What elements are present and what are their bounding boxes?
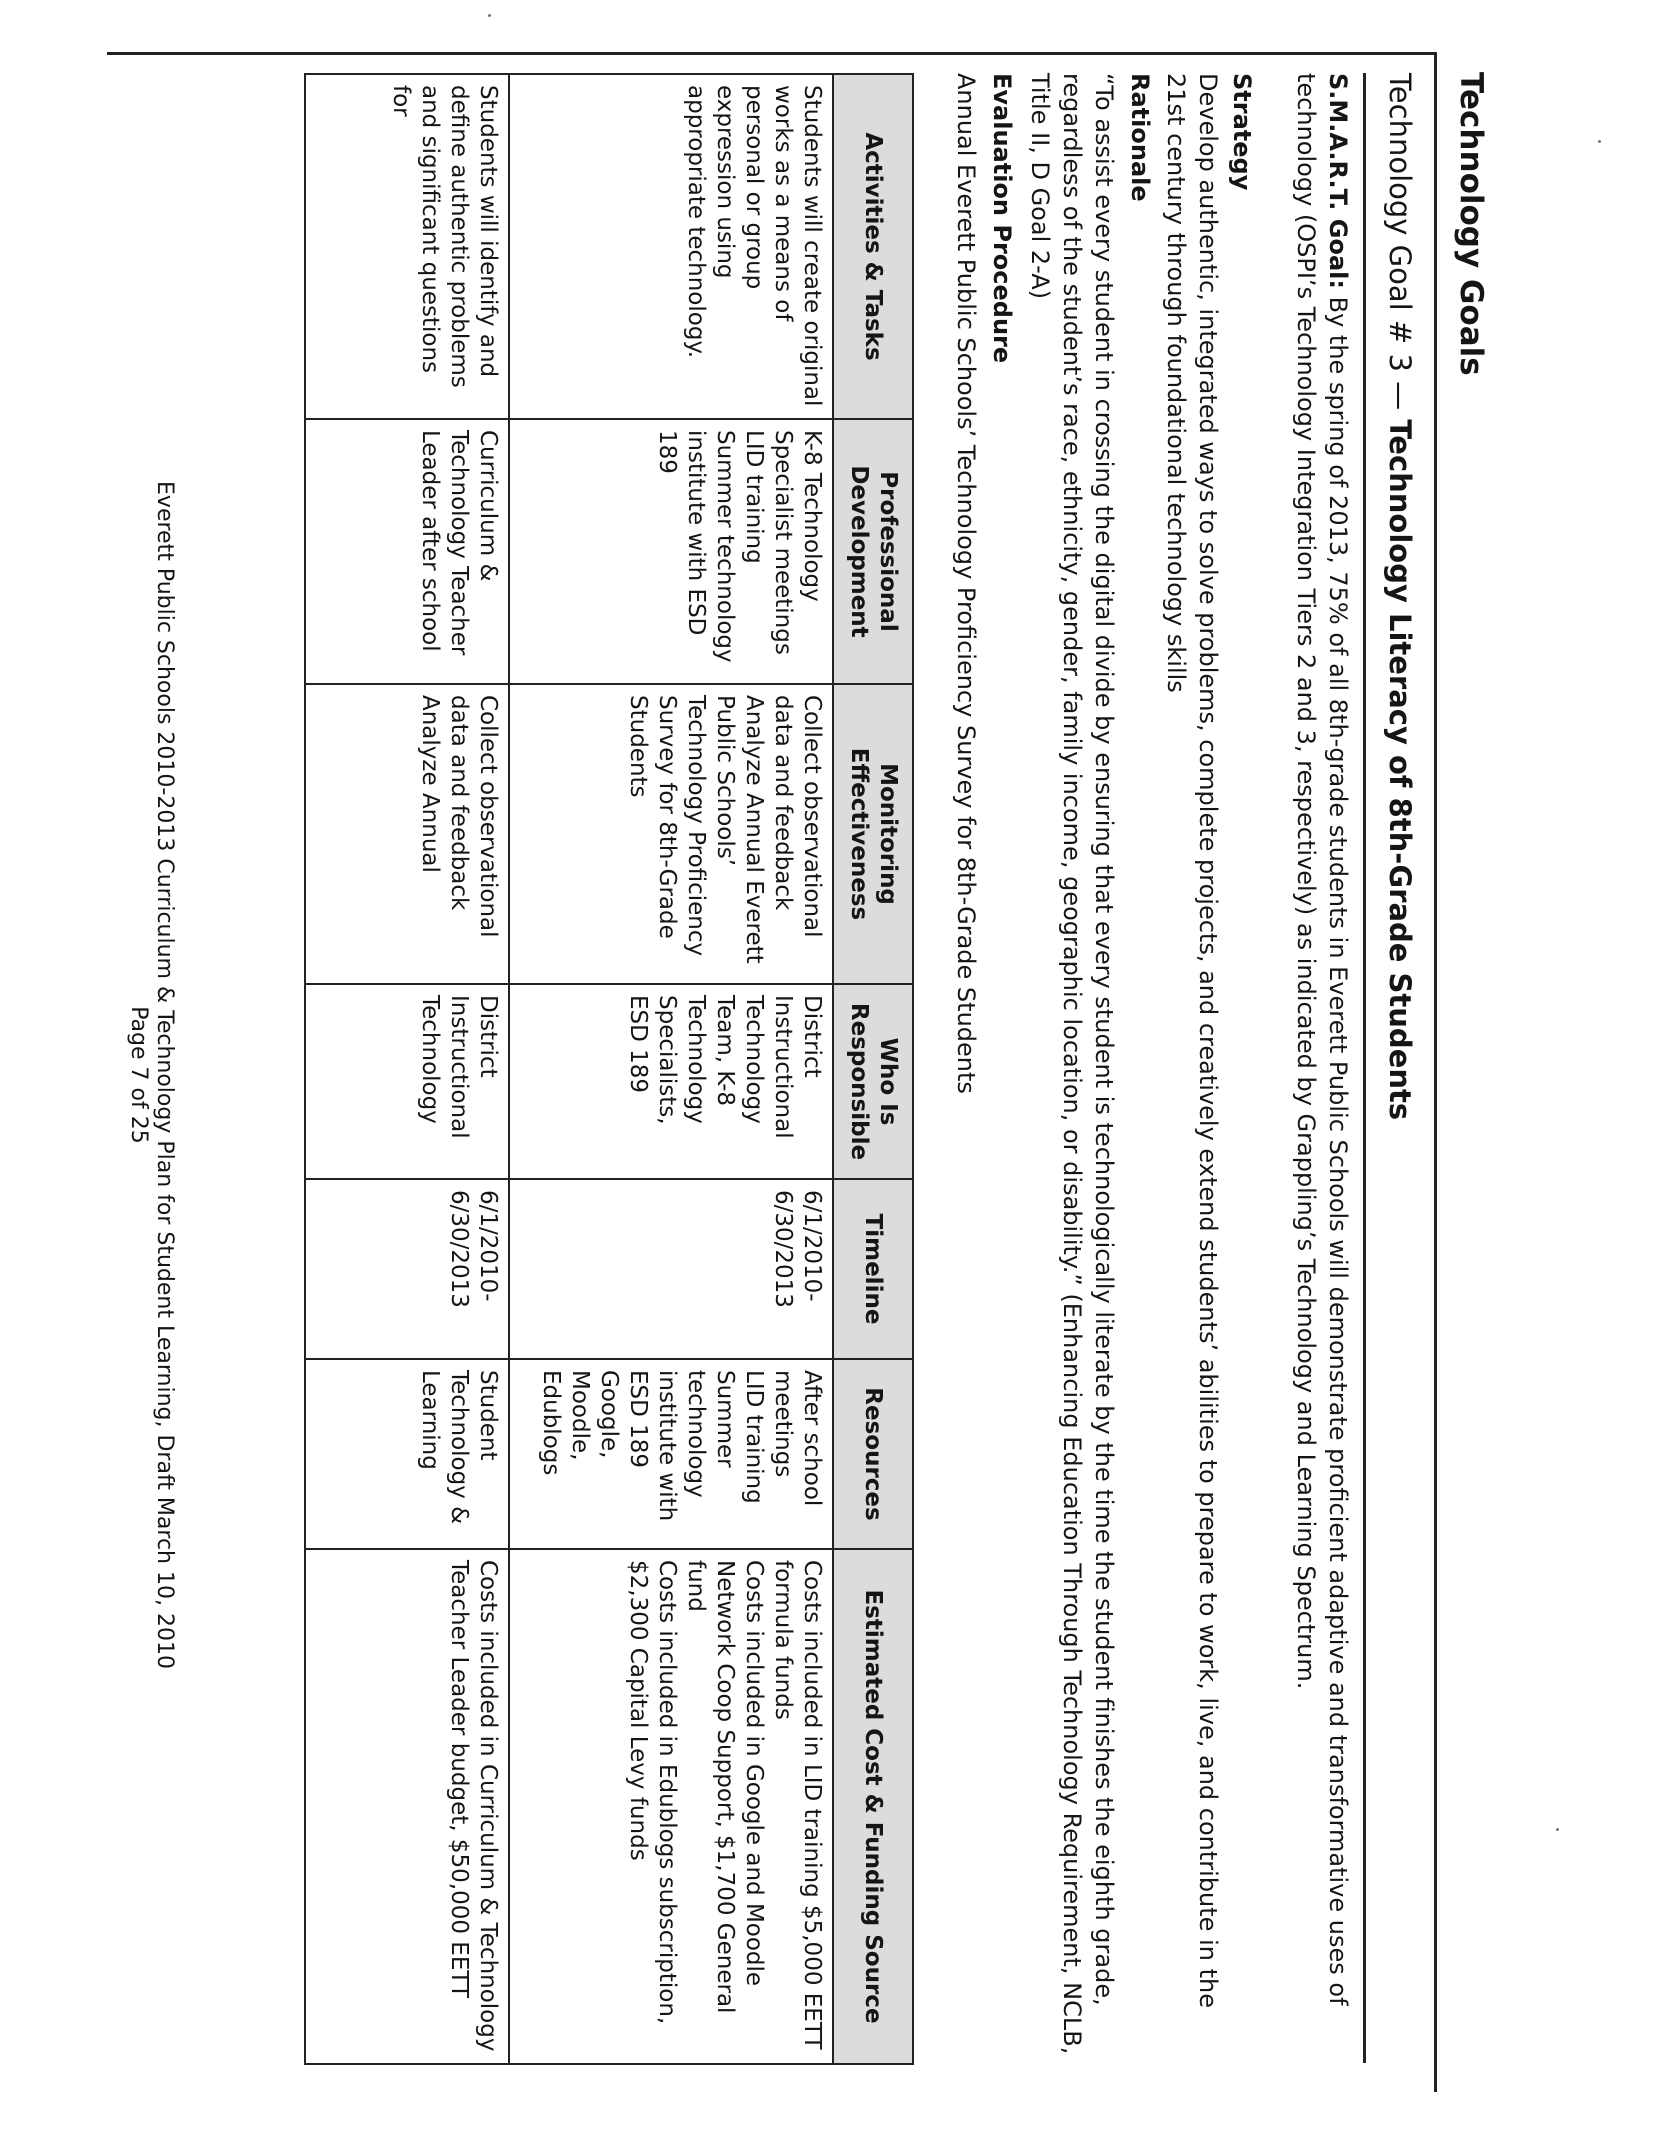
goal-box [107, 52, 1437, 2092]
header-timeline: Timeline [833, 1179, 913, 1359]
cell-line: Google, Moodle, Edublogs [538, 1370, 622, 1476]
cell-line: Collect observational data and feedback [770, 695, 825, 938]
footer-page-number: Page 7 of 25 [126, 1006, 151, 1144]
cell-resources [509, 1359, 833, 1549]
action-plan-table [304, 73, 914, 2065]
cell-line: After school meetings [770, 1370, 825, 1507]
cell-professional-development [509, 419, 833, 684]
cell-timeline [509, 1179, 833, 1359]
header-cost: Estimated Cost & Funding Source [833, 1549, 913, 2064]
scan-speck [1556, 1828, 1559, 1831]
footer-plan-title: Everett Public Schools 2010-2013 Curriculum & Technology Plan for Student Learning, Draft March 10, 2010 [152, 481, 177, 1669]
smart-goal-label: S.M.A.R.T. Goal: [1324, 73, 1352, 289]
cell-line: Collect observational data and feedback [446, 695, 501, 938]
cell-line: Student Technology & Learning [417, 1370, 501, 1525]
cell-activities [305, 74, 509, 419]
strategy-text: Develop authentic, integrated ways to solve problems, complete projects, and creatively extend students’ abilities to prepare to work, live, and contribute in the 21st century through foundational technology skills [1162, 73, 1222, 2008]
cell-line: District Instructional Technology [417, 995, 501, 1139]
cell-activities [509, 74, 833, 419]
cell-line: 6/1/2010-6/30/2013 [770, 1190, 825, 1308]
cell-resources [305, 1359, 509, 1549]
rotated-document-page [115, 50, 1495, 2100]
rationale-text: “To assist every student in crossing the digital divide by ensuring that every student is technologically literate by the time the student finishes the eighth grade, regardless of the student’s race, ethnicity, gender, family income, geographic location, or disability.” (Enhancing Education Through Technology Requirement, NCLB, Title II, D Goal 2-A) [1026, 73, 1118, 2055]
cell-line: District Instructional Technology Team, K-8 Technology Specialists, ESD 189 [625, 995, 825, 1139]
rationale-heading: Rationale [1126, 73, 1154, 202]
cell-line: Students will identify and define authentic problems and significant questions for [388, 85, 501, 388]
cell-line: Costs included in LID training $5,000 EETT formula funds [770, 1560, 825, 2050]
cell-cost [509, 1549, 833, 2064]
cell-professional-development [305, 419, 509, 684]
header-monitoring: Monitoring Effectiveness [833, 684, 913, 984]
evaluation-heading: Evaluation Procedure [988, 73, 1016, 364]
scan-speck [488, 14, 491, 17]
table-header-row [833, 74, 913, 2064]
cell-line: Summer technology institute with ESD 189 [625, 1370, 738, 1522]
page-footer [125, 50, 177, 2100]
scan-speck [1598, 140, 1601, 143]
table-body [305, 74, 833, 2064]
evaluation-text: Annual Everett Public Schools’ Technology Proficiency Survey for 8th-Grade Students [952, 73, 980, 1094]
cell-line: 6/1/2010-6/30/2013 [446, 1190, 501, 1308]
cell-line: Students will create original works as a means of personal or group expression using appropriate technology. [683, 85, 825, 407]
cell-line: Costs included in Curriculum & Technology Teacher Leader budget, $50,000 EETT [446, 1560, 501, 2052]
cell-line: Curriculum & Technology Teacher Leader after school [417, 430, 501, 656]
header-professional-development: Professional Development [833, 419, 913, 684]
cell-line: Analyze Annual Everett Public Schools’ Technology Proficiency Survey for 8th-Grade Students [625, 695, 767, 964]
cell-cost [305, 1549, 509, 2064]
document-title: Technology Goals [1453, 72, 1489, 376]
cell-responsible [509, 984, 833, 1179]
smart-goal [1290, 73, 1354, 2063]
cell-line: Summer technology institute with ESD 189 [654, 430, 738, 663]
goal-heading-title: Technology Literacy of 8th-Grade Students [1383, 419, 1417, 1121]
cell-line: K-8 Technology Specialist meetings [770, 430, 825, 655]
cell-monitoring [509, 684, 833, 984]
cell-line: Analyze Annual [417, 695, 443, 873]
header-resources: Resources [833, 1359, 913, 1549]
cell-line: Costs included in Edublogs subscription, $2,300 Capital Levy funds [625, 1560, 680, 2025]
goal-heading [1363, 73, 1430, 2063]
goal-heading-prefix: Technology Goal # 3 — [1383, 73, 1417, 420]
cell-line: Costs included in Google and Moodle Network Coop Support, $1,700 General fund [683, 1560, 767, 2014]
header-activities: Activities & Tasks [833, 74, 913, 419]
cell-timeline [305, 1179, 509, 1359]
cell-monitoring [305, 684, 509, 984]
cell-line: LID training [741, 1370, 767, 1504]
table-row [509, 74, 833, 2064]
smart-goal-text: By the spring of 2013, 75% of all 8th-grade students in Everett Public Schools will demonstrate proficient adaptive and transformative uses of technology (OSPI’s Technology Integration Tiers 2 and 3, respectively) as indicated by Grappling’s Technology and Learning Spectrum. [1292, 73, 1352, 2006]
strategy-heading: Strategy [1228, 73, 1256, 191]
header-responsible: Who Is Responsible [833, 984, 913, 1179]
cell-line: LID training [741, 430, 767, 564]
cell-responsible [305, 984, 509, 1179]
table-row [305, 74, 509, 2064]
